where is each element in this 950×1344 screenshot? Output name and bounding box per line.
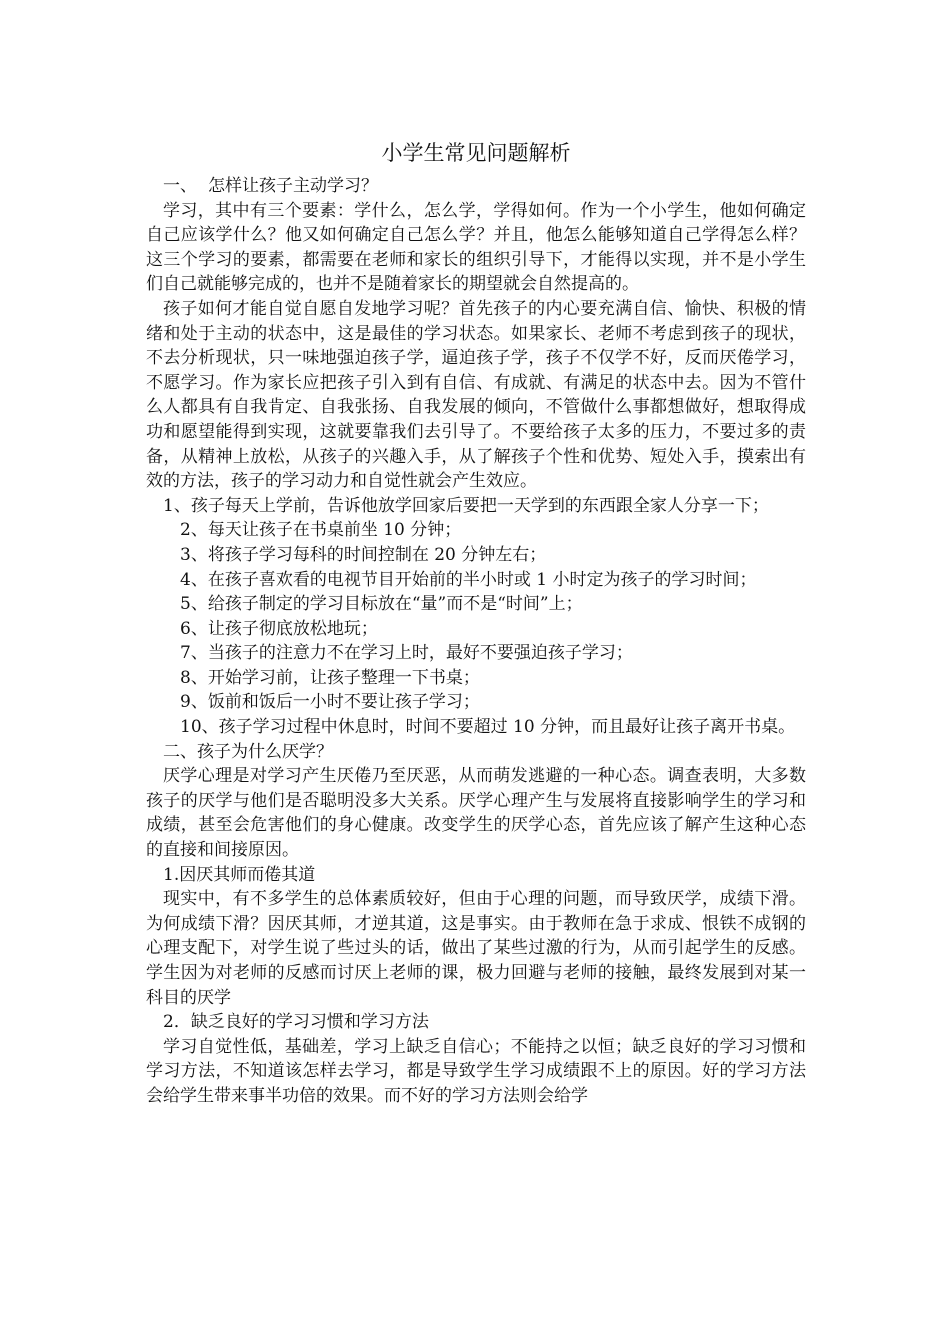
section-2-heading: 二、孩子为什么厌学？: [163, 741, 333, 762]
list-item-10: 10、孩子学习过程中休息时，时间不要超过 10 分钟，而且最好让孩子离开书桌。: [180, 717, 796, 738]
list-item-7: 7、当孩子的注意力不在学习上时，最好不要强迫孩子学习；: [180, 643, 633, 664]
list-item-4: 4、在孩子喜欢看的电视节目开始前的半小时或 1 小时定为孩子的学习时间；: [180, 569, 757, 590]
list-item-6: 6、让孩子彻底放松地玩；: [180, 618, 378, 639]
list-item-9: 9、饭前和饭后一小时不要让孩子学习；: [180, 692, 480, 713]
section-1-heading-text: 怎样让孩子主动学习？: [208, 176, 378, 196]
subsection-1-heading: 1.因厌其师而倦其道: [163, 864, 316, 885]
subsection-1-text: 现实中，有不多学生的总体素质较好，但由于心理的问题，而导致厌学，成绩下滑。为何成绩下滑？因厌其师，才逆其道，这是事实。由于教师在急于求成、恨铁不成钢的心理支配下，对学生说了些过头的话，做出了某些过激的行为，从而引起学生的反感。学生因为对老师的反感而讨厌上老师的课，极力回避与老师的接触，最终发展到对某一科目的厌学: [146, 889, 806, 1008]
document-body: [146, 134, 806, 1109]
section-1-number: 一、: [163, 176, 197, 196]
list-item-1: 1、孩子每天上学前，告诉他放学回家后要把一天学到的东西跟全家人分享一下；: [163, 495, 769, 516]
section-1-heading: [146, 174, 806, 199]
subsection-2-text: 学习自觉性低，基础差，学习上缺乏自信心；不能持之以恒；缺乏良好的学习习惯和学习方法，不知道该怎样去学习，都是导致学生学习成绩跟不上的原因。好的学习方法会给学生带来事半功倍的效果。而不好的学习方法则会给学: [146, 1036, 806, 1106]
subsection-2-heading: 2．缺乏良好的学习习惯和学习方法: [163, 1012, 429, 1033]
section-1-paragraph-2: 孩子如何才能自觉自愿自发地学习呢？首先孩子的内心要充满自信、愉快、积极的情绪和处于主动的状态中，这是最佳的学习状态。如果家长、老师不考虑到孩子的现状，不去分析现状，只一味地强迫孩子学，逼迫孩子学，孩子不仅学不好，反而厌倦学习，不愿学习。作为家长应把孩子引入到有自信、有成就、有满足的状态中去。因为不管什么人都具有自我肯定、自我张扬、自我发展的倾向，不管做什么事都想做好，想取得成功和愿望能得到实现，这就要靠我们去引导了。不要给孩子太多的压力，不要过多的责备，从精神上放松，从孩子的兴趣入手，从了解孩子个性和优势、短处入手，摸索出有效的方法，孩子的学习动力和自觉性就会产生效应。: [146, 298, 806, 492]
section-2-intro: 厌学心理是对学习产生厌倦乃至厌恶，从而萌发逃避的一种心态。调查表明，大多数孩子的厌学与他们是否聪明没多大关系。厌学心理产生与发展将直接影响学生的学习和成绩，甚至会危害他们的身心健康。改变学生的厌学心态，首先应该了解产生这种心态的直接和间接原因。: [146, 766, 806, 861]
list-item-2: 2、每天让孩子在书桌前坐 10 分钟；: [180, 520, 462, 541]
list-item-8: 8、开始学习前，让孩子整理一下书桌；: [180, 667, 480, 688]
document-title: 小学生常见问题解析: [381, 141, 571, 165]
list-item-3: 3、将孩子学习每科的时间控制在 20 分钟左右；: [180, 544, 547, 565]
section-1-paragraph-1: 学习，其中有三个要素：学什么，怎么学，学得如何。作为一个小学生，他如何确定自己应该学什么？他又如何确定自己怎么学？并且，他怎么能够知道自己学得怎么样？这三个学习的要素，都需要在老师和家长的组织引导下，才能得以实现，并不是小学生们自己就能够完成的，也并不是随着家长的期望就会自然提高的。: [146, 200, 806, 295]
list-item-5: 5、给孩子制定的学习目标放在“量”而不是“时间”上；: [180, 594, 583, 615]
